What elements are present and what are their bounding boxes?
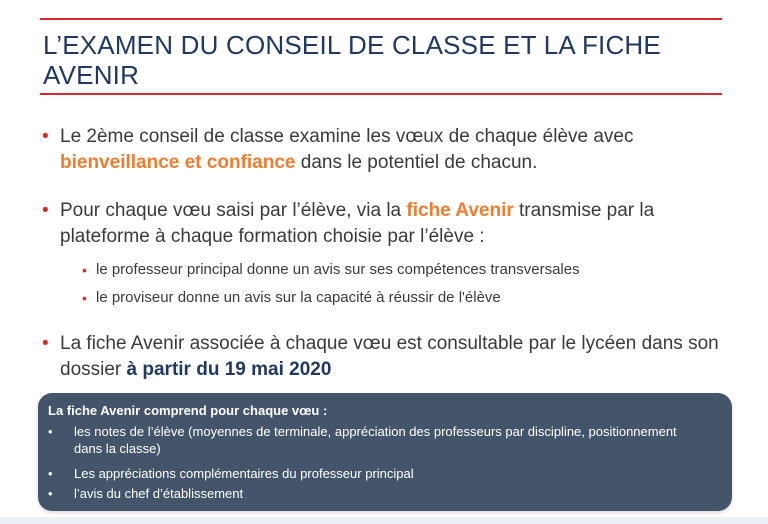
footer-bar [0,517,768,524]
fiche-avenir-summary-box [38,393,732,511]
bullet-dot-icon: • [82,262,87,278]
bullet-dot-icon: • [48,466,53,481]
sub-bullet-proviseur: • le proviseur donne un avis sur la capacité à réussir de l'élève [82,289,501,306]
sub-bullet-professeur: • le professeur principal donne un avis sur ses compétences transversales [82,261,580,278]
bullet-fiche-avenir [42,198,742,250]
bullet-dot-icon: • [48,486,53,501]
bullet-dot-icon: • [42,126,49,147]
highlight-text: bienveillance et confiance [60,152,296,173]
highlight-text: fiche Avenir [406,200,514,221]
slide-title: L’EXAMEN DU CONSEIL DE CLASSE ET LA FICHE AVENIR [43,30,661,90]
box-item: • Les appréciations complémentaires du professeur principal [48,466,414,481]
bullet-dot-icon: • [48,424,53,439]
bullet-consultable [42,331,742,383]
bottom-divider [40,93,722,95]
date-highlight: à partir du 19 mai 2020 [126,359,332,380]
bullet-dot-icon: • [82,290,87,306]
bullet-text: Le 2ème conseil de classe examine les vœux de chaque élève avec bienveillance et confiance dans le potentiel de chacun. [60,126,634,173]
box-item: • l’avis du chef d’établissement [48,486,244,501]
bullet-text: Pour chaque vœu saisi par l’élève, via la fiche Avenir transmise par la plateforme à chaque formation choisie par l’élève : [60,200,655,247]
bullet-dot-icon: • [42,200,49,221]
bullet-text: La fiche Avenir associée à chaque vœu est consultable par le lycéen dans son dossier à partir du 19 mai 2020 [60,333,719,380]
box-title: La fiche Avenir comprend pour chaque vœu : [48,403,328,418]
top-divider [40,18,722,20]
box-item: • les notes de l’élève (moyennes de terminale, appréciation des professeurs par discipline, positionnement dans la classe) [48,424,677,456]
bullet-dot-icon: • [42,333,49,354]
bullet-conseil [42,124,742,176]
